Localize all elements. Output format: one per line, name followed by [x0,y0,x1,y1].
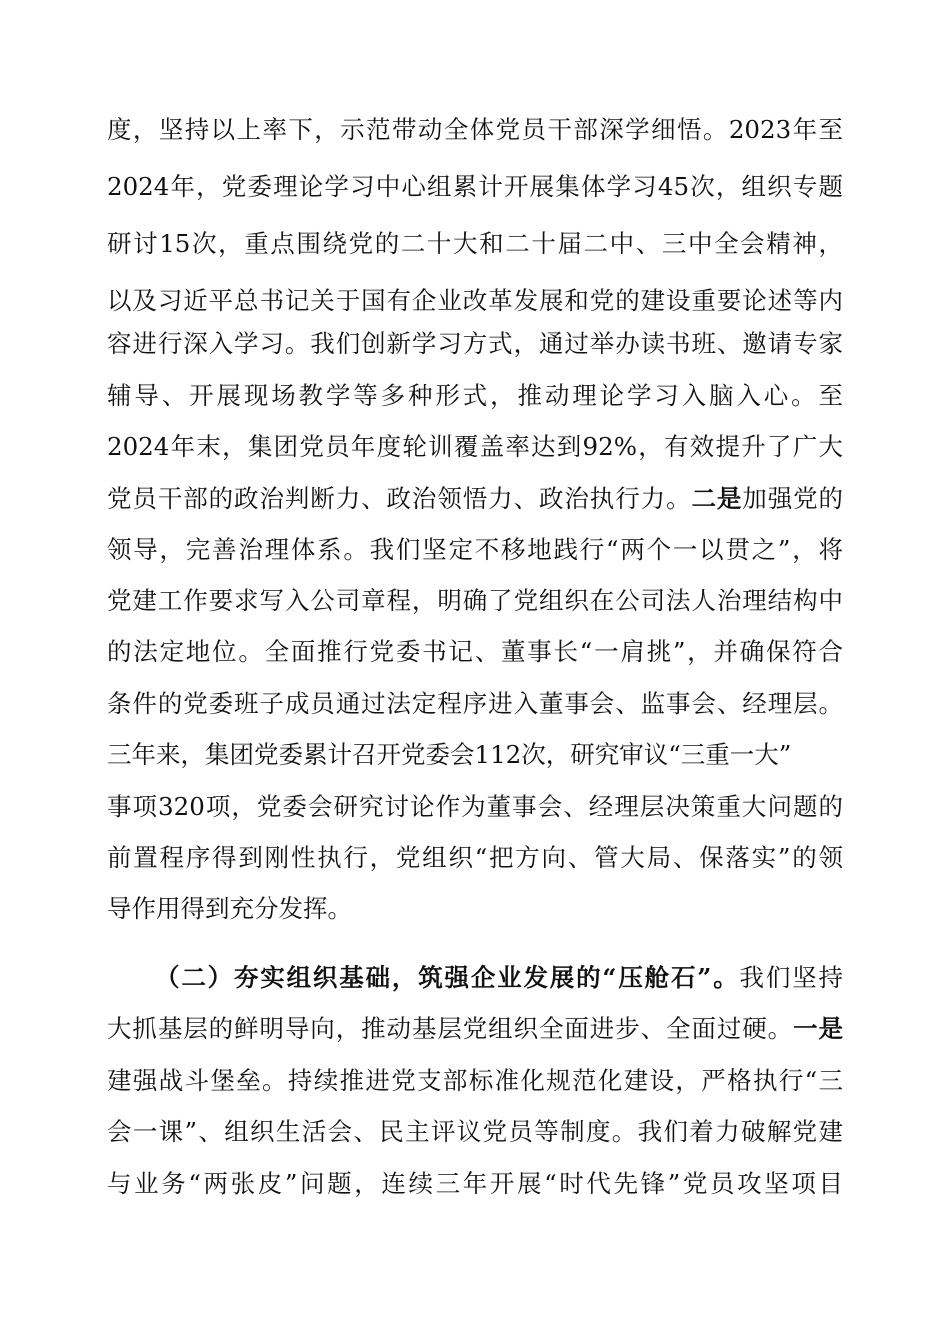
text-line [107,1006,843,1052]
text-segment: 前置程序得到刚性执行，党组织“把方向、管大局、保落实”的领 [107,843,843,872]
text-segment: 我们坚持 [739,963,844,992]
text-line [107,784,843,830]
bold-lead: 一是 [793,1014,844,1043]
text-segment: 容进行深入学习。我们创新学习方式，通过举办读书班、邀请专家 [107,329,843,358]
text-segment: 建强战斗堡垒。持续推进党支部标准化规范化建设，严格执行“三 [107,1066,843,1095]
text-line [107,321,843,367]
text-line [107,681,843,727]
bold-lead: 二是 [691,484,743,513]
text-segment: 党建工作要求写入公司章程，明确了党组织在公司法人治理结构中 [107,586,843,615]
text-line [107,578,843,624]
text-segment: 2024年，党委理论学习中心组累计开展集体学习45次，组织专题 [107,172,843,201]
text-segment: 以及习近平总书记关于国有企业改革发展和党的建设重要论述等内 [107,286,843,315]
section-heading: （二）夯实组织基础，筑强企业发展的“压舱石”。 [155,963,740,992]
text-segment: 辅导、开展现场教学等多种形式，推动理论学习入脑入心。至 [107,381,843,410]
text-line [107,527,843,573]
text-line [107,107,843,153]
text-line [107,424,843,470]
text-segment: 条件的党委班子成员通过法定程序进入董事会、监事会、经理层。 [107,689,843,718]
text-line [107,886,843,932]
text-segment: 度，坚持以上率下，示范带动全体党员干部深学细悟。2023年至 [107,115,843,144]
text-line [107,629,843,675]
text-segment: 导作用得到充分发挥。 [107,894,352,923]
text-line [107,476,843,522]
text-line [107,835,843,881]
text-segment: 领导，完善治理体系。我们坚定不移地践行“两个一以贯之”，将 [107,535,843,564]
text-line [107,1161,843,1207]
text-segment: 研讨15次，重点围绕党的二十大和二十届二中、三中全会精神， [107,229,843,258]
text-line [107,373,843,419]
text-line [107,1058,843,1104]
text-segment: 的法定地位。全面推行党委书记、董事长“一肩挑”，并确保符合 [107,637,843,666]
text-segment: 与业务“两张皮”问题，连续三年开展“时代先锋”党员攻坚项目 [107,1169,843,1198]
text-segment: 会一课”、组织生活会、民主评议党员等制度。我们着力破解党建 [107,1117,843,1146]
text-segment: 三年来，集团党委累计召开党委会112次，研究审议“三重一大” [107,740,792,769]
text-segment: 加强党的 [742,484,844,513]
text-segment: 大抓基层的鲜明导向，推动基层党组织全面进步、全面过硬。 [107,1014,794,1043]
text-segment: 事项320项，党委会研究讨论作为董事会、经理层决策重大问题的 [107,792,843,821]
section-heading-line [155,955,843,1001]
text-line [107,164,843,210]
text-line [107,221,843,267]
text-segment: 2024年末，集团党员年度轮训覆盖率达到92%，有效提升了广大 [107,432,843,461]
text-line [107,732,843,778]
text-line [107,1109,843,1155]
text-segment: 党员干部的政治判断力、政治领悟力、政治执行力。 [107,484,692,513]
text-line [107,278,843,324]
